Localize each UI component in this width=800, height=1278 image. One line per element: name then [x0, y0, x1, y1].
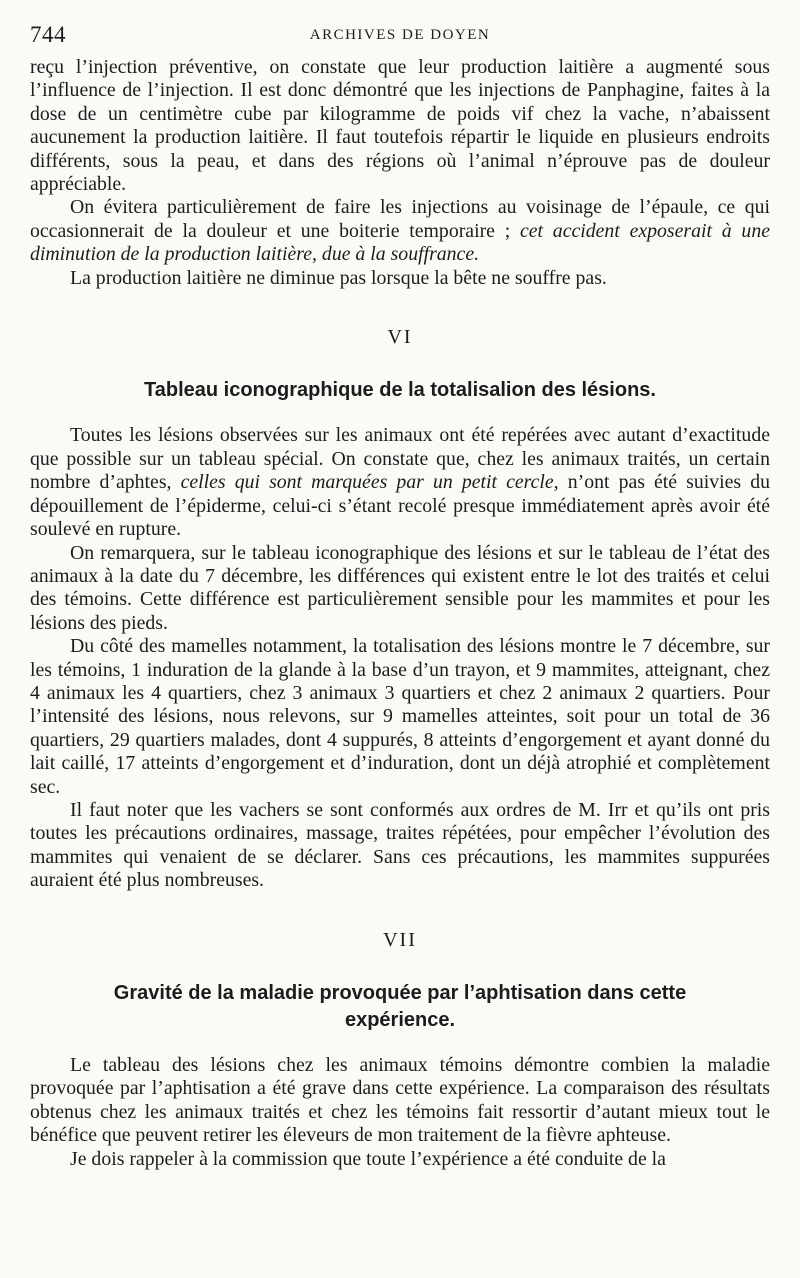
section-7-number: VII [383, 928, 417, 951]
section-7-title: Gravité de la maladie provoquée par l’aphtisation dans cette expérience. [113, 982, 687, 1031]
section-6-paragraph-3: Du côté des mamelles notamment, la totalisation des lésions montre le 7 décembre, sur les témoins, 1 induration de la glande à la base d’un trayon, et 9 mammites, atteignant, chez 4 animaux les 4 quartiers, chez 3 animaux 3 quartiers et chez 2 animaux 2 quartiers. Pour l’intensité des lésions, nous relevons, sur 9 mamelles atteintes, soit pour un total de 36 quartiers, 29 quartiers malades, dont 4 suppurés, 8 atteints d’engorgement et ayant donné du lait caillé, 17 atteints d’engorgement et d’induration, dont un déjà atrophié et complètement sec. [30, 635, 770, 798]
section-6-number: VI [387, 326, 413, 349]
section-6-paragraph-1-text: Toutes les lésions observées sur les animaux ont été repérées avec autant d’exactitude que possible sur un tableau spécial. On constate que, chez les animaux traités, un certain nombre d’aphtes, [30, 424, 770, 494]
section-6-paragraph-1-italic: celles qui sont marquées par un petit cercle, [180, 471, 559, 494]
section-6-paragraph-1-end: n’ont pas été suivies du dépouillement de l’épiderme, celui-ci s’étant recolé presque immédiatement après avoir été soulevé en rupture. [30, 471, 770, 541]
section-6-title: Tableau iconographique de la totalisalion des lésions. [144, 379, 656, 402]
section-6-paragraph-4: Il faut noter que les vachers se sont conformés aux ordres de M. Irr et qu’ils ont pris toutes les précautions ordinaires, massage, traites répétées, pour empêcher l’évolution des mammites qui venaient de se déclarer. Sans ces précautions, les mammites suppurées auraient été plus nombreuses. [30, 798, 770, 892]
intro-paragraph-3: La production laitière ne diminue pas lorsque la bête ne souffre pas. [70, 266, 607, 289]
intro-paragraph-2 [30, 196, 770, 266]
intro-paragraph-2-italic: cet accident exposerait à une diminution de la production laitière, due à la souffrance. [30, 219, 770, 266]
section-6-paragraph-2: On remarquera, sur le tableau iconographique des lésions et sur le tableau de l’état des animaux à la date du 7 décembre, les différences qui existent entre le lot des traités et celui des témoins. Cette différence est particulièrement sensible pour les mammites et pour les lésions des pieds. [30, 541, 770, 634]
intro-paragraph-1: reçu l’injection préventive, on constate que leur production laitière a augmenté sous l’influence de l’injection. Il est donc démontré que les injections de Panphagine, faites à la dose de un centimètre cube par kilogramme de poids vif chez la vache, n’abaissent aucunement la production laitière. Il faut toutefois répartir le liquide en plusieurs endroits différents, sous la peau, et dans des régions où l’animal n’éprouve pas de douleur appréciable. [30, 56, 770, 196]
section-6-paragraph-1 [30, 424, 770, 541]
running-title: ARCHIVES DE DOYEN [309, 27, 491, 43]
section-7-paragraph-1: Le tableau des lésions chez les animaux témoins démontre combien la maladie provoquée par l’aphtisation a été grave dans cette expérience. La comparaison des résultats obtenus chez les animaux traités et chez les témoins fait ressortir d’autant mieux tout le bénéfice que peuvent retirer les éleveurs de mon traitement de la fièvre aphteuse. [30, 1054, 770, 1147]
page-number: 744 [30, 22, 66, 47]
page-header [30, 22, 770, 58]
section-7-paragraph-2: Je dois rappeler à la commission que toute l’expérience a été conduite de la [70, 1147, 666, 1170]
page-body [30, 56, 770, 1171]
intro-paragraph-2-text: On évitera particulièrement de faire les injections au voisinage de l’épaule, ce qui occasionnerait de la douleur et une boiterie temporaire ; [30, 196, 770, 242]
